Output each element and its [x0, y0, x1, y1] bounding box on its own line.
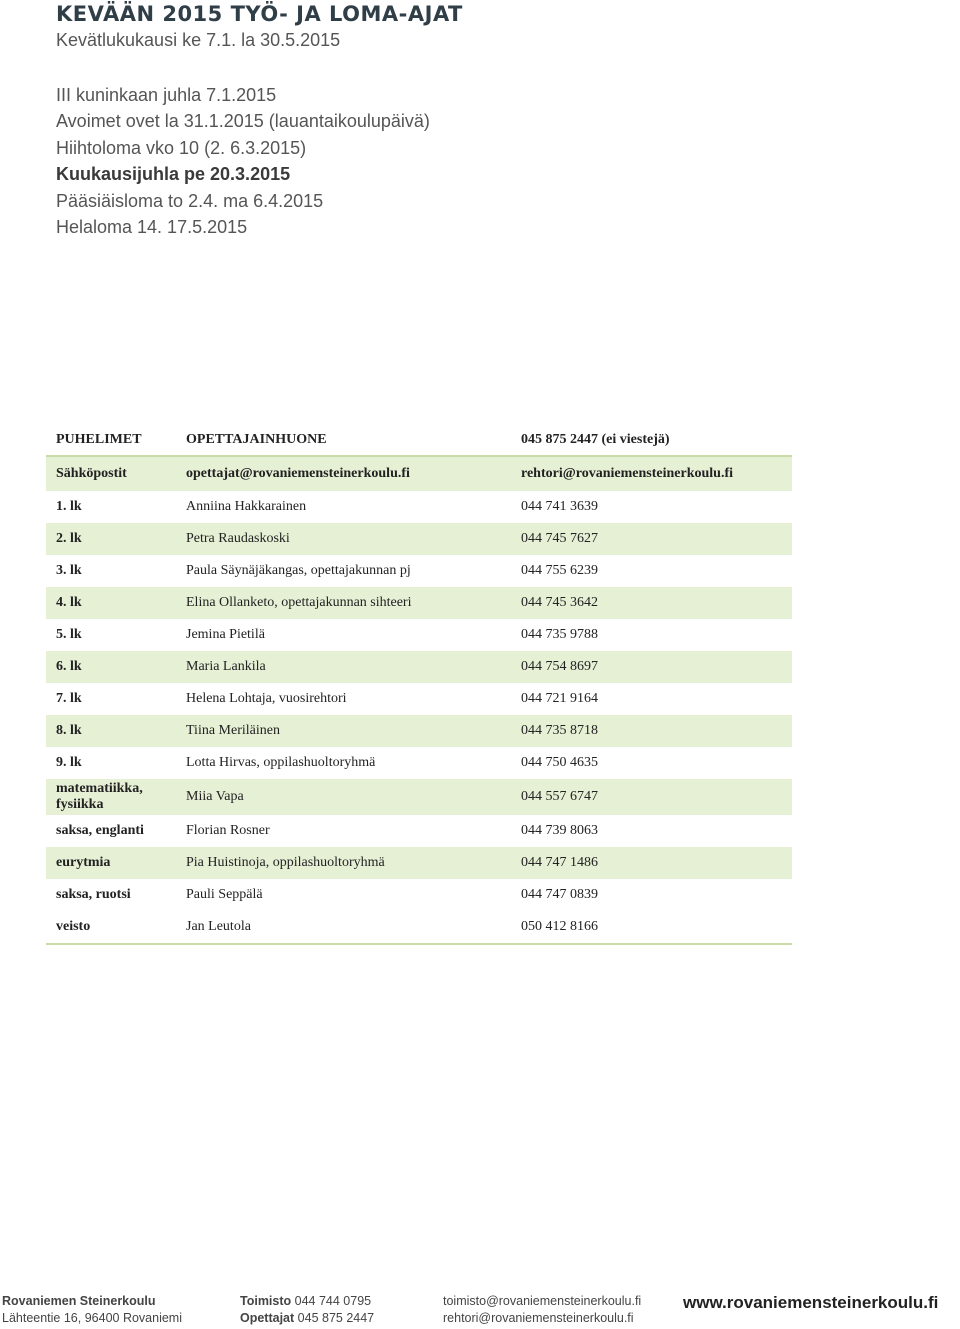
phone-cell: 044 735 8718	[511, 715, 792, 747]
event-item: Helaloma 14. 17.5.2015	[56, 217, 248, 238]
header-cell: PUHELIMET	[46, 425, 176, 456]
event-item: Avoimet ovet la 31.1.2015 (lauantaikoulupäivä)	[56, 111, 430, 132]
footer-school-name: Rovaniemen Steinerkoulu	[2, 1294, 156, 1308]
footer-office-label: Toimisto	[240, 1294, 292, 1308]
class-cell: 6. lk	[46, 651, 176, 683]
footer-school-info	[2, 1293, 182, 1327]
class-cell: 7. lk	[56, 691, 82, 706]
subject-cell: saksa, ruotsi	[56, 887, 131, 902]
event-list	[56, 82, 430, 240]
email-teachers-link[interactable]: opettajat@rovaniemensteinerkoulu.fi	[176, 456, 511, 491]
table-row	[46, 651, 792, 683]
teacher-cell: Jan Leutola	[176, 911, 511, 944]
teacher-cell: Elina Ollanketo, opettajakunnan sihteeri	[176, 587, 511, 619]
class-cell: 4. lk	[46, 587, 176, 619]
phone-cell: 044 745 3642	[511, 587, 792, 619]
event-item: Kuukausijuhla pe 20.3.2015	[56, 164, 291, 185]
table-row	[46, 683, 792, 715]
header-cell: 045 875 2447 (ei viestejä)	[511, 425, 792, 456]
class-cell: 8. lk	[46, 715, 176, 747]
phone-cell: 044 741 3639	[521, 499, 598, 514]
table-row	[46, 847, 792, 879]
footer-emails	[443, 1293, 641, 1327]
header-cell: OPETTAJAINHUONE	[176, 425, 511, 456]
phone-cell: 044 739 8063	[521, 823, 598, 838]
class-cell: 1. lk	[56, 499, 82, 514]
teacher-cell: Tiina Meriläinen	[176, 715, 511, 747]
table-row	[46, 715, 792, 747]
footer-office-phone: 044 744 0795	[294, 1294, 372, 1308]
footer-phones	[240, 1293, 374, 1327]
teacher-cell: Anniina Hakkarainen	[186, 499, 307, 514]
teacher-cell: Florian Rosner	[186, 823, 270, 838]
teacher-cell: Petra Raudaskoski	[176, 523, 511, 555]
event-item: III kuninkaan juhla 7.1.2015	[56, 85, 277, 105]
table-row	[46, 779, 792, 815]
table-row	[46, 879, 792, 911]
footer-office-email-link[interactable]: toimisto@rovaniemensteinerkoulu.fi	[443, 1294, 642, 1308]
table-row	[46, 523, 792, 555]
table-row	[46, 555, 792, 587]
teacher-cell: Lotta Hirvas, oppilashuoltoryhmä	[186, 755, 376, 770]
class-cell: 3. lk	[56, 563, 82, 578]
semester-period: Kevätlukukausi ke 7.1. la 30.5.2015	[56, 30, 341, 50]
subject-cell: matematiikka, fysiikka	[46, 779, 176, 815]
phone-cell: 050 412 8166	[511, 911, 792, 944]
phone-cell: 044 747 1486	[511, 847, 792, 879]
table-row	[46, 619, 792, 651]
table-row	[46, 491, 792, 523]
teacher-cell: Helena Lohtaja, vuosirehtori	[186, 691, 347, 706]
table-header-row	[46, 425, 792, 456]
table-row	[46, 747, 792, 779]
subject-cell: eurytmia	[46, 847, 176, 879]
event-item: Pääsiäisloma to 2.4. ma 6.4.2015	[56, 190, 324, 211]
footer-teachers-phone: 045 875 2447	[297, 1311, 375, 1325]
table-row	[46, 815, 792, 847]
email-principal-link[interactable]: rehtori@rovaniemensteinerkoulu.fi	[511, 456, 792, 491]
phone-table	[46, 425, 792, 945]
email-row	[46, 456, 792, 491]
teacher-cell: Miia Vapa	[176, 779, 511, 815]
table-row	[46, 911, 792, 944]
phone-cell: 044 755 6239	[521, 563, 598, 578]
event-item: Hiihtoloma vko 10 (2. 6.3.2015)	[56, 137, 307, 158]
page-title: KEVÄÄN 2015 TYÖ- JA LOMA-AJAT	[56, 2, 463, 26]
teacher-cell: Maria Lankila	[176, 651, 511, 683]
footer-teachers-label: Opettajat	[240, 1311, 295, 1325]
class-cell: 2. lk	[46, 523, 176, 555]
page-footer	[0, 1293, 960, 1329]
table-row	[46, 587, 792, 619]
class-cell: 5. lk	[56, 627, 82, 642]
phone-cell: 044 735 9788	[521, 627, 598, 642]
email-label: Sähköpostit	[46, 456, 176, 491]
phone-cell: 044 721 9164	[521, 691, 598, 706]
footer-address: Lähteentie 16, 96400 Rovaniemi	[2, 1311, 182, 1325]
subject-cell: saksa, englanti	[56, 823, 144, 838]
footer-website-link[interactable]: www.rovaniemensteinerkoulu.fi	[683, 1293, 939, 1312]
phone-cell: 044 557 6747	[511, 779, 792, 815]
teacher-cell: Pauli Seppälä	[186, 887, 263, 902]
teacher-cell: Jemina Pietilä	[186, 627, 265, 642]
teacher-cell: Pia Huistinoja, oppilashuoltoryhmä	[176, 847, 511, 879]
phone-cell: 044 747 0839	[521, 887, 598, 902]
phone-cell: 044 745 7627	[511, 523, 792, 555]
subject-cell: veisto	[46, 911, 176, 944]
class-cell: 9. lk	[56, 755, 82, 770]
footer-principal-email-link[interactable]: rehtori@rovaniemensteinerkoulu.fi	[443, 1311, 634, 1325]
teacher-cell: Paula Säynäjäkangas, opettajakunnan pj	[186, 563, 411, 578]
phone-cell: 044 750 4635	[521, 755, 598, 770]
phone-cell: 044 754 8697	[511, 651, 792, 683]
